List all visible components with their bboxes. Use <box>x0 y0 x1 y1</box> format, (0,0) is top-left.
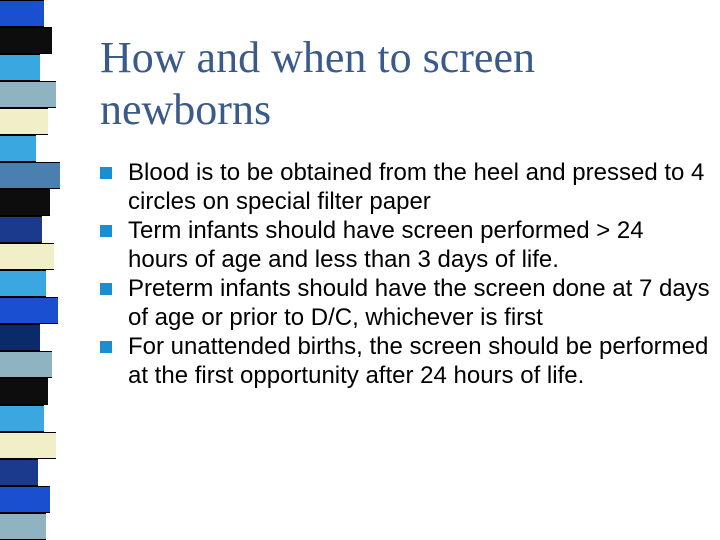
decorative-stripe <box>0 297 58 324</box>
decorative-stripe <box>0 351 52 378</box>
decorative-stripe <box>0 135 36 162</box>
decorative-stripe <box>0 324 40 351</box>
decorative-stripe <box>0 459 38 486</box>
bullet-item <box>100 332 710 390</box>
square-bullet-icon <box>100 283 112 295</box>
bullet-text: Blood is to be obtained from the heel and pressed to 4 circles on special filter paper <box>128 159 705 215</box>
bullet-item <box>100 274 710 332</box>
decorative-stripe <box>0 216 42 243</box>
decorative-stripe <box>0 81 56 108</box>
decorative-stripe <box>0 0 44 27</box>
decorative-stripe <box>0 405 44 432</box>
square-bullet-icon <box>100 341 112 353</box>
bullet-list <box>100 158 710 390</box>
square-bullet-icon <box>100 167 112 179</box>
decorative-stripe-bar <box>0 0 64 540</box>
decorative-stripe <box>0 162 60 189</box>
decorative-stripe <box>0 513 46 540</box>
bullet-text: For unattended births, the screen should be performed at the first opportunity after 24 hours of life. <box>128 333 709 389</box>
square-bullet-icon <box>100 225 112 237</box>
slide-title: How and when to screen newborns <box>100 33 535 134</box>
decorative-stripe <box>0 27 52 54</box>
bullet-text: Term infants should have screen performed > 24 hours of age and less than 3 days of life. <box>128 217 644 273</box>
decorative-stripe <box>0 270 46 297</box>
decorative-stripe <box>0 486 50 513</box>
decorative-stripe <box>0 108 48 135</box>
bullet-item <box>100 216 710 274</box>
bullet-text: Preterm infants should have the screen done at 7 days of age or prior to D/C, whichever is first <box>128 275 710 331</box>
bullet-item <box>100 158 710 216</box>
decorative-stripe <box>0 54 40 81</box>
decorative-stripe <box>0 243 54 270</box>
decorative-stripe <box>0 189 50 216</box>
decorative-stripe <box>0 432 56 459</box>
decorative-stripe <box>0 378 48 405</box>
